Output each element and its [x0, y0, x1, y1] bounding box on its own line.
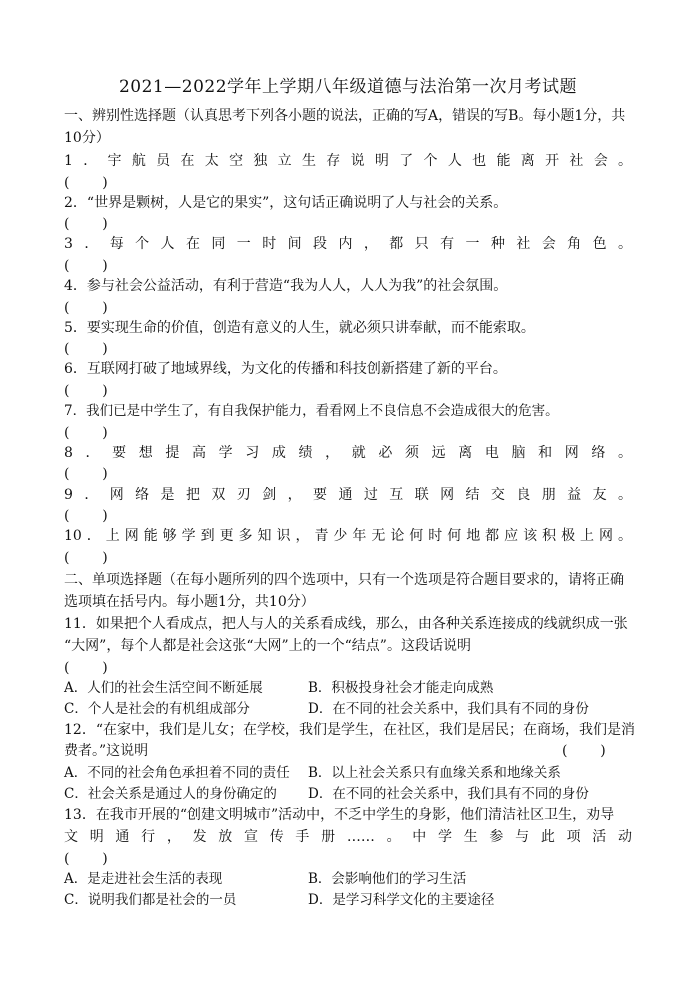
q12-option-a: A．不同的社会角色承担着不同的责任 [64, 765, 290, 781]
q11-option-a: A．人们的社会生活空间不断延展 [64, 680, 263, 696]
q11-option-c: C．个人是社会的有机组成部分 [64, 701, 250, 717]
question-6: 6．互联网打破了地域界线，为文化的传播和科技创新搭建了新的平台。 [64, 361, 507, 377]
answer-blank-3[interactable]: ( ) [64, 258, 111, 274]
exam-title: 2021—2022学年上学期八年级道德与法治第一次月考试题 [118, 77, 578, 97]
question-12: 12．“在家中，我们是儿女；在学校，我们是学生，在社区，我们是居民；在商场，我们是消 [64, 722, 635, 738]
question-12-cont: 费者。”这说明 [64, 743, 149, 759]
answer-blank-13[interactable]: ( ) [64, 851, 111, 867]
q13-option-b: B．会影响他们的学习生活 [308, 871, 467, 887]
q13-option-c: C．说明我们都是社会的一员 [64, 892, 237, 908]
question-1: 1．宇航员在太空独立生存说明了个人也能离开社会。 [64, 153, 632, 169]
question-9: 9．网络是把双刃剑，要通过互联网结交良朋益友。 [64, 487, 632, 503]
answer-blank-12[interactable]: ( ) [562, 743, 609, 759]
q11-option-b: B．积极投身社会才能走向成熟 [308, 680, 494, 696]
answer-blank-8[interactable]: ( ) [64, 466, 111, 482]
answer-blank-10[interactable]: ( ) [64, 550, 111, 566]
question-7: 7．我们已是中学生了，有自我保护能力，看看网上不良信息不会造成很大的危害。 [64, 403, 559, 419]
answer-blank-4[interactable]: ( ) [64, 300, 111, 316]
q13-option-a: A．是走进社会生活的表现 [64, 871, 223, 887]
answer-blank-6[interactable]: ( ) [64, 383, 111, 399]
section1-heading: 一、辨别性选择题（认真思考下列各小题的说法，正确的写A，错误的写B。每小题1分，共 [64, 108, 626, 124]
answer-blank-7[interactable]: ( ) [64, 425, 111, 441]
question-4: 4．参与社会公益活动，有利于营造“我为人人，人人为我”的社会氛围。 [64, 278, 508, 294]
section2-heading: 二、单项选择题（在每小题所列的四个选项中，只有一个选项是符合题目要求的，请将正确 [64, 572, 624, 588]
question-13-cont: 文明通行，发放宣传手册……。中学生参与此项活动 [64, 829, 632, 845]
question-11: 11．如果把个人看成点，把人与人的关系看成线，那么，由各种关系连接成的线就织成一张 [64, 616, 628, 632]
answer-blank-5[interactable]: ( ) [64, 341, 111, 357]
section1-heading-cont: 10分） [64, 130, 110, 146]
question-2: 2．“世界是颗树，人是它的果实”，这句话正确说明了人与社会的关系。 [64, 195, 508, 211]
question-5: 5．要实现生命的价值，创造有意义的人生，就必须只讲奉献，而不能索取。 [64, 320, 535, 336]
q12-option-c: C．社会关系是通过人的身份确定的 [64, 786, 277, 802]
q12-option-b: B．以上社会关系只有血缘关系和地缘关系 [308, 765, 561, 781]
answer-blank-9[interactable]: ( ) [64, 508, 111, 524]
q11-option-d: D．在不同的社会关系中，我们具有不同的身份 [308, 701, 589, 717]
question-11-cont: “大网”，每个人都是社会这张“大网”上的一个“结点”。这段话说明 [64, 638, 471, 654]
question-3: 3．每个人在同一时间段内，都只有一种社会角色。 [64, 236, 632, 252]
q13-option-d: D．是学习科学文化的主要途径 [308, 892, 495, 908]
answer-blank-2[interactable]: ( ) [64, 216, 111, 232]
question-8: 8．要想提高学习成绩，就必须远离电脑和网络。 [64, 445, 632, 461]
q12-option-d: D．在不同的社会关系中，我们具有不同的身份 [308, 786, 589, 802]
section2-heading-cont: 选项填在括号内。每小题1分，共10分） [64, 594, 315, 610]
question-10: 10．上网能够学到更多知识，青少年无论何时何地都应该积极上网。 [64, 528, 632, 544]
question-13: 13．在我市开展的“创建文明城市”活动中，不乏中学生的身影，他们清洁社区卫生，劝导 [64, 807, 615, 823]
answer-blank-11[interactable]: ( ) [64, 660, 111, 676]
answer-blank-1[interactable]: ( ) [64, 175, 111, 191]
